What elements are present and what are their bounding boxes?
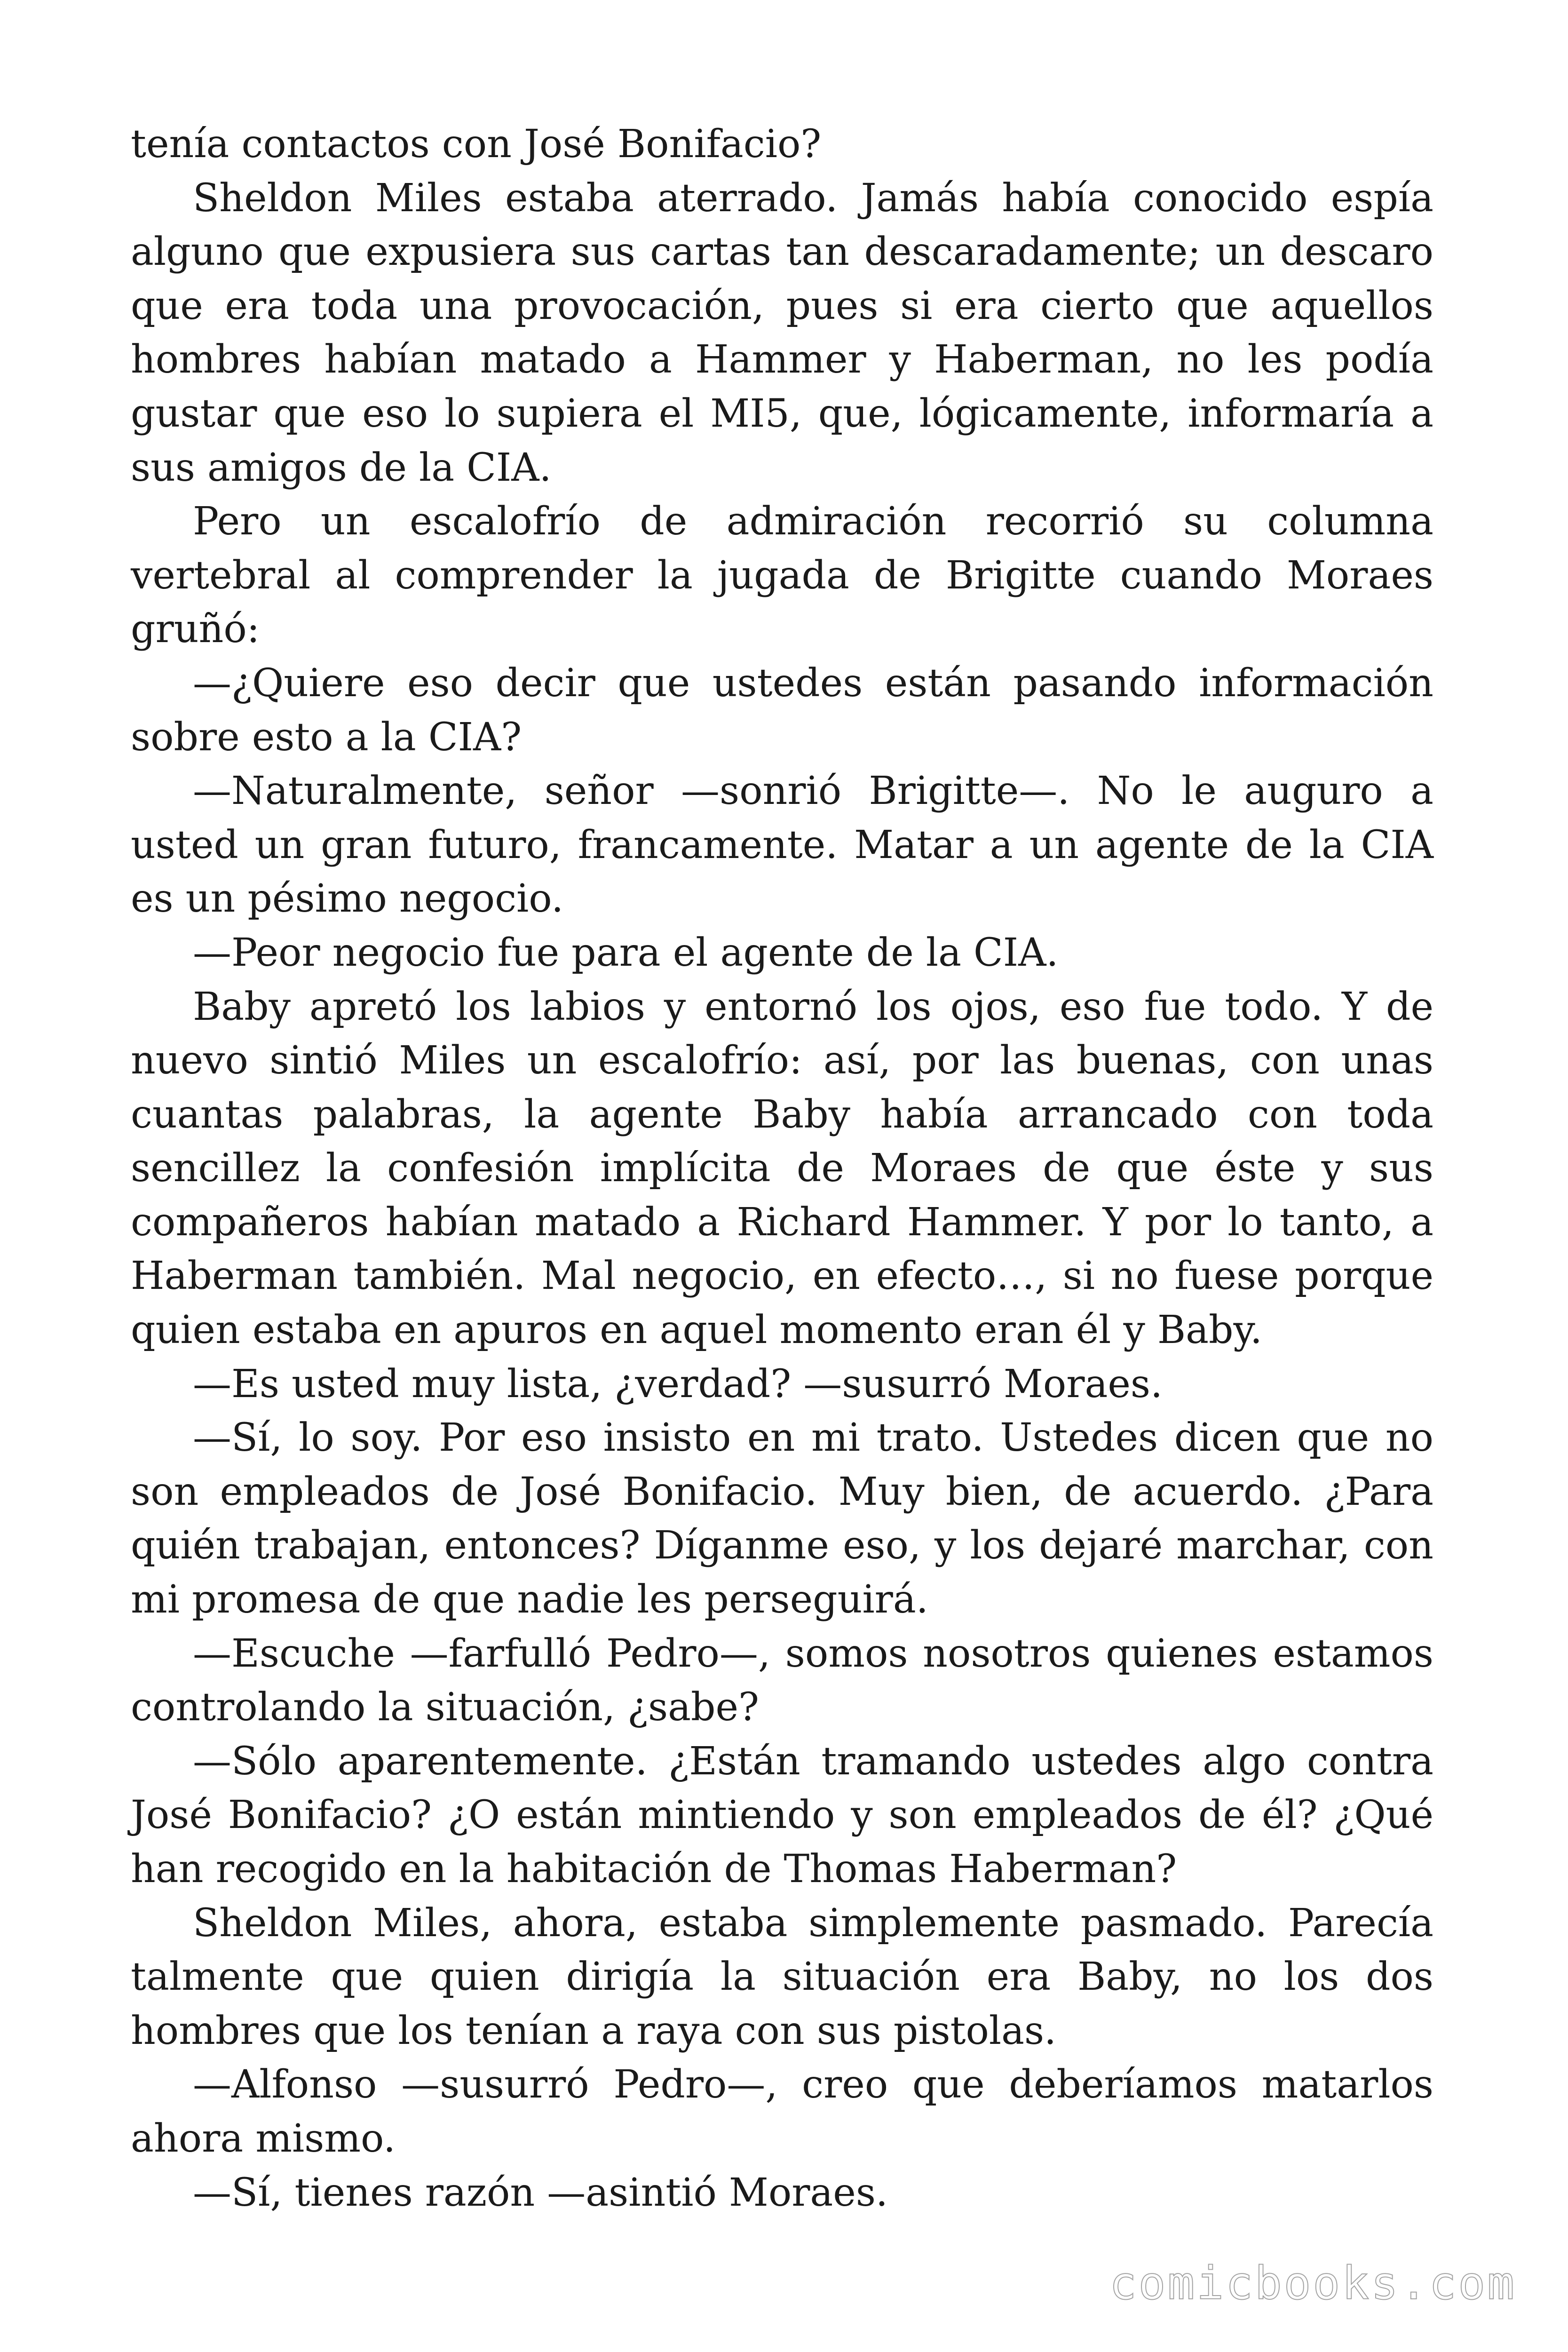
watermark: comicbooks.com: [1109, 2257, 1516, 2310]
paragraph-continuation: tenía contactos con José Bonifacio?: [131, 122, 822, 167]
dialogue-paragraph: —Alfonso —susurró Pedro—, creo que deberíamos matarlos ahora mismo.: [131, 2062, 1433, 2161]
dialogue-paragraph: —Peor negocio fue para el agente de la CIA.: [193, 930, 1059, 975]
book-page-text: [131, 118, 1433, 2220]
dialogue-paragraph: —Sólo aparentemente. ¿Están tramando ustedes algo contra José Bonifacio? ¿O están mintiendo y son empleados de él? ¿Qué han recogido en la habitación de Thomas Haberman?: [131, 1739, 1433, 1891]
dialogue-paragraph: —Escuche —farfulló Pedro—, somos nosotros quienes estamos controlando la situación, ¿sabe?: [131, 1631, 1433, 1730]
dialogue-paragraph: —Naturalmente, señor —sonrió Brigitte—. No le auguro a usted un gran futuro, francamente. Matar a un agente de la CIA es un pésimo negocio.: [131, 769, 1433, 922]
dialogue-paragraph: —Sí, tienes razón —asintió Moraes.: [193, 2170, 888, 2215]
paragraph: Sheldon Miles estaba aterrado. Jamás había conocido espía alguno que expusiera sus cartas tan descaradamente; un descaro que era toda una provocación, pues si era cierto que aquellos hombres habían matado a Hammer y Haberman, no les podía gustar que eso lo supiera el MI5, que, lógicamente, informaría a sus amigos de la CIA.: [131, 175, 1433, 490]
paragraph: Sheldon Miles, ahora, estaba simplemente pasmado. Parecía talmente que quien dirigía la situación era Baby, no los dos hombres que los tenían a raya con sus pistolas.: [131, 1900, 1433, 2053]
paragraph: Baby apretó los labios y entornó los ojos, eso fue todo. Y de nuevo sintió Miles un escalofrío: así, por las buenas, con unas cuantas palabras, la agente Baby había arrancado con toda sencillez la confesión implícita de Moraes de que éste y sus compañeros habían matado a Richard Hammer. Y por lo tanto, a Haberman también. Mal negocio, en efecto…, si no fuese porque quien estaba en apuros en aquel momento eran él y Baby.: [131, 984, 1433, 1353]
paragraph: Pero un escalofrío de admiración recorrió su columna vertebral al comprender la jugada de Brigitte cuando Moraes gruñó:: [131, 499, 1433, 652]
dialogue-paragraph: —¿Quiere eso decir que ustedes están pasando información sobre esto a la CIA?: [131, 660, 1433, 760]
dialogue-paragraph: —Sí, lo soy. Por eso insisto en mi trato. Ustedes dicen que no son empleados de José Bonifacio. Muy bien, de acuerdo. ¿Para quién trabajan, entonces? Díganme eso, y los dejaré marchar, con mi promesa de que nadie les perseguirá.: [131, 1415, 1433, 1622]
dialogue-paragraph: —Es usted muy lista, ¿verdad? —susurró Moraes.: [193, 1361, 1163, 1406]
